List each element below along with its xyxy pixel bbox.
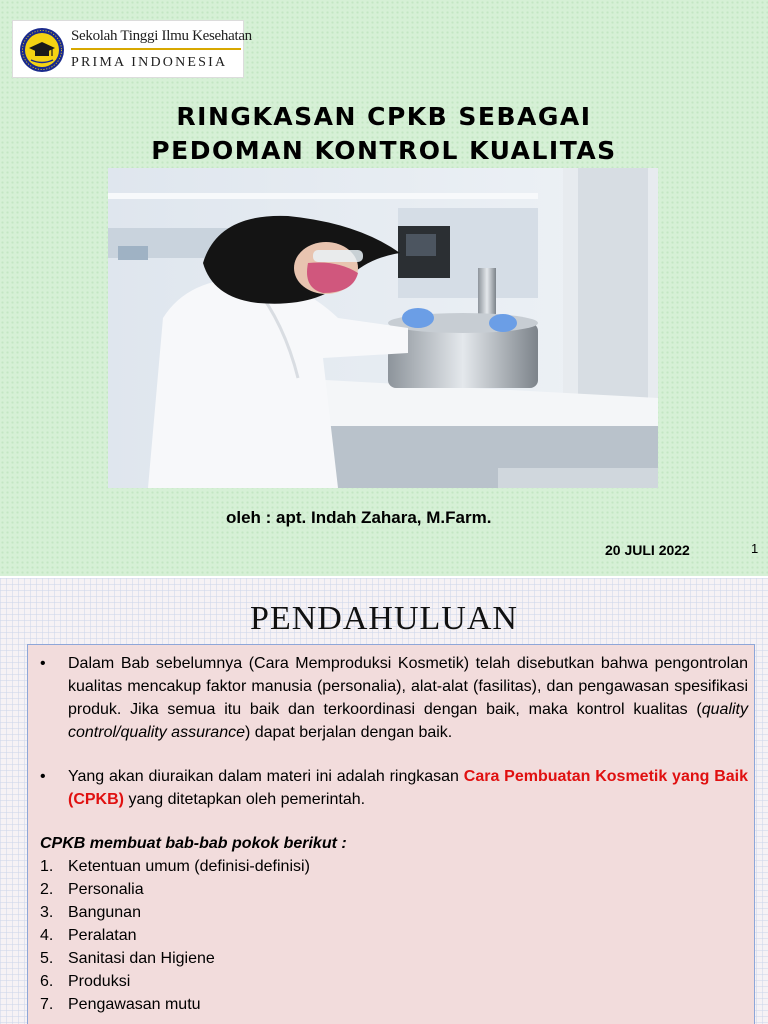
chapter-list [40,855,748,1016]
list-item [40,924,748,947]
list-item-number: 1. [40,858,54,875]
bullet-item [40,652,748,744]
list-item-label: Pengawasan mutu [68,996,201,1013]
list-item-label: Ketentuan umum (definisi-definisi) [68,858,310,875]
section-heading: PENDAHULUAN [250,600,518,637]
presentation-date: 20 JULI 2022 [605,542,690,558]
list-item-label: Sanitasi dan Higiene [68,950,215,967]
bullet2-text-b: yang ditetapkan oleh pemerintah. [124,791,366,808]
list-item-label: Personalia [68,881,144,898]
institution-logo [12,20,252,78]
list-item [40,855,748,878]
cpkb-highlight: Cara Pembuatan Kosmetik yang Baik (CPKB) [68,768,748,808]
list-item-label: Peralatan [68,927,137,944]
list-item [40,993,748,1016]
slide-title [0,100,768,168]
bullet1-italic-text: quality control/quality assurance [68,701,748,741]
author-line: oleh : apt. Indah Zahara, M.Farm. [226,508,492,527]
logo-school-name: Sekolah Tinggi Ilmu Kesehatan [71,28,252,44]
lab-worker-photo [108,168,658,488]
logo-institution-name: PRIMA INDONESIA [71,55,228,70]
chapters-subheading: CPKB membuat bab-bab pokok berikut : [40,835,347,852]
list-item-number: 6. [40,973,54,990]
list-item-number: 4. [40,927,54,944]
list-item-number: 7. [40,996,54,1013]
content-panel [27,644,755,1024]
content-body [40,652,748,1016]
list-item-number: 2. [40,881,54,898]
bullet-dot: • [40,768,46,785]
bullet-item [40,765,748,811]
list-item-label: Produksi [68,973,131,990]
list-item-number: 5. [40,950,54,967]
bullet2-text-a: Yang akan diuraikan dalam materi ini adalah ringkasan [68,768,464,785]
title-line-2: PEDOMAN KONTROL KUALITAS [151,136,617,165]
list-item [40,901,748,924]
bullet1-text-a: Dalam Bab sebelumnya (Cara Memproduksi Kosmetik) telah disebutkan bahwa pengontrolan kualitas mencakup faktor manusia (personalia), alat-alat (fasilitas), dan pengawasan spesifikasi produk. Jika semua itu baik dan terkoordinasi dengan baik, maka kontrol kualitas ( [68,655,748,718]
introduction-slide [0,578,768,1024]
graduation-cap-seal-icon [19,27,65,73]
list-item-number: 3. [40,904,54,921]
bullet1-text-b: ) dapat berjalan dengan baik. [244,724,453,741]
list-item [40,970,748,993]
bullet-dot: • [40,655,46,672]
list-item [40,878,748,901]
slide-number: 1 [751,541,759,556]
list-item-label: Bangunan [68,904,141,921]
title-line-1: RINGKASAN CPKB SEBAGAI [176,102,592,131]
logo-divider [71,48,241,50]
list-item [40,947,748,970]
